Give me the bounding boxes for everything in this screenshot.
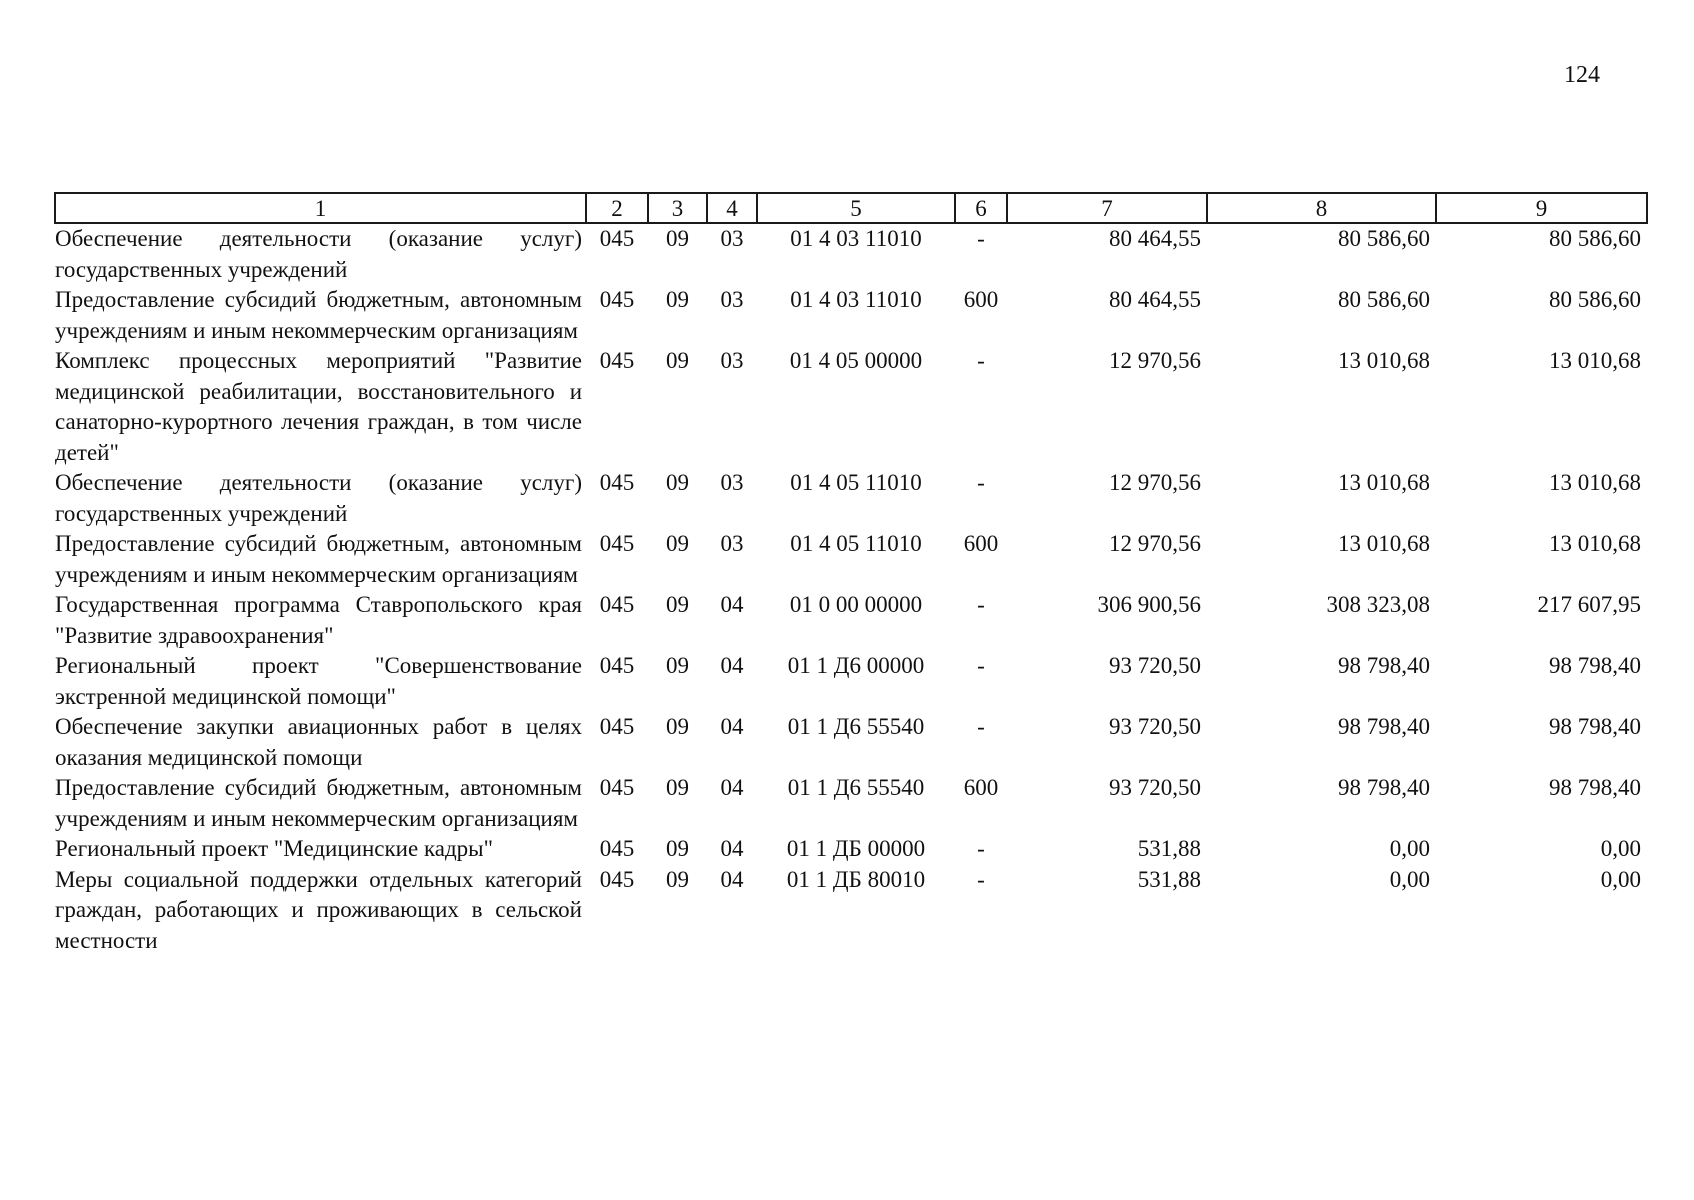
- subsection-code: 03: [720, 348, 744, 373]
- amount-col-8: 80 586,60: [1338, 226, 1430, 251]
- expense-type-code: 600: [963, 287, 999, 312]
- amount-col-9: 13 010,68: [1549, 348, 1641, 373]
- header-col-6: 6: [955, 193, 1007, 223]
- grbs-code: 045: [599, 592, 635, 617]
- header-row: [55, 193, 1647, 223]
- item-name: Государственная программа Ставропольского края "Развитие здравоохранения": [55, 592, 582, 648]
- grbs-code: 045: [599, 775, 635, 800]
- amount-col-9: 98 798,40: [1549, 653, 1641, 678]
- grbs-code: 045: [599, 226, 635, 251]
- amount-col-9: 13 010,68: [1549, 470, 1641, 495]
- expense-type-code: -: [977, 470, 985, 495]
- section-code: 09: [666, 226, 689, 251]
- target-article-code: 01 0 00 00000: [789, 592, 923, 617]
- item-name: Меры социальной поддержки отдельных категорий граждан, работающих и проживающих в сельской местности: [55, 866, 582, 953]
- section-code: 09: [666, 866, 689, 892]
- expense-type-code: -: [977, 226, 985, 251]
- amount-col-7: 93 720,50: [1109, 653, 1201, 678]
- item-name: Региональный проект "Медицинские кадры": [55, 836, 494, 861]
- subsection-code: 04: [720, 836, 744, 861]
- item-name: Предоставление субсидий бюджетным, автономным учреждениям и иным некоммерческим организациям: [55, 531, 582, 587]
- grbs-code: 045: [599, 836, 635, 861]
- amount-col-9: 98 798,40: [1549, 775, 1641, 800]
- item-name: Предоставление субсидий бюджетным, автономным учреждениям и иным некоммерческим организациям: [55, 775, 582, 831]
- table-row: [55, 285, 1647, 346]
- grbs-code: 045: [599, 866, 635, 892]
- amount-col-7: 306 900,56: [1097, 592, 1201, 617]
- subsection-code: 03: [720, 470, 744, 495]
- subsection-code: 04: [720, 592, 744, 617]
- subsection-code: 04: [720, 653, 744, 678]
- target-article-code: 01 4 05 00000: [789, 348, 923, 373]
- grbs-code: 045: [599, 348, 635, 373]
- subsection-code: 03: [720, 287, 744, 312]
- item-name: Предоставление субсидий бюджетным, автономным учреждениям и иным некоммерческим организациям: [55, 287, 582, 343]
- amount-col-9: 217 607,95: [1537, 592, 1641, 617]
- header-col-8: 8: [1207, 193, 1436, 223]
- table-header: [55, 193, 1647, 223]
- expense-type-code: -: [977, 592, 985, 617]
- amount-col-9: 80 586,60: [1549, 287, 1641, 312]
- subsection-code: 04: [720, 866, 744, 892]
- header-col-2: 2: [586, 193, 648, 223]
- amount-col-8: 308 323,08: [1326, 592, 1430, 617]
- section-code: 09: [666, 592, 689, 617]
- grbs-code: 045: [599, 470, 635, 495]
- item-name: Региональный проект "Совершенствование экстренной медицинской помощи": [55, 653, 582, 709]
- amount-col-7: 531,88: [1137, 866, 1201, 892]
- item-name: Обеспечение деятельности (оказание услуг) государственных учреждений: [55, 470, 582, 526]
- table-row: [55, 773, 1647, 834]
- table-row: [55, 651, 1647, 712]
- table-row: [55, 865, 1647, 957]
- amount-col-8: 80 586,60: [1338, 287, 1430, 312]
- table-row: [55, 712, 1647, 773]
- header-col-3: 3: [648, 193, 707, 223]
- amount-col-7: 80 464,55: [1109, 287, 1201, 312]
- header-col-5: 5: [757, 193, 955, 223]
- table-row: [55, 346, 1647, 468]
- expense-type-code: 600: [963, 775, 999, 800]
- section-code: 09: [666, 470, 689, 495]
- target-article-code: 01 4 05 11010: [790, 470, 922, 495]
- table-body: [55, 223, 1647, 956]
- section-code: 09: [666, 653, 689, 678]
- amount-col-8: 0,00: [1389, 866, 1430, 892]
- grbs-code: 045: [599, 531, 635, 556]
- amount-col-9: 80 586,60: [1549, 226, 1641, 251]
- budget-table: [54, 192, 1648, 956]
- amount-col-7: 80 464,55: [1109, 226, 1201, 251]
- amount-col-8: 13 010,68: [1338, 348, 1430, 373]
- table-row: [55, 529, 1647, 590]
- table-row: [55, 468, 1647, 529]
- expense-type-code: -: [977, 866, 985, 892]
- item-name: Комплекс процессных мероприятий "Развитие медицинской реабилитации, восстановительного и санаторно-курортного лечения граждан, в том числе детей": [55, 348, 582, 465]
- amount-col-8: 13 010,68: [1338, 470, 1430, 495]
- page-number: 124: [1564, 62, 1600, 88]
- target-article-code: 01 1 ДБ 80010: [786, 866, 926, 892]
- section-code: 09: [666, 531, 689, 556]
- subsection-code: 03: [720, 226, 744, 251]
- amount-col-8: 0,00: [1389, 836, 1430, 861]
- grbs-code: 045: [599, 653, 635, 678]
- expense-type-code: -: [977, 836, 985, 861]
- amount-col-7: 93 720,50: [1109, 714, 1201, 739]
- target-article-code: 01 1 ДБ 00000: [786, 836, 926, 861]
- target-article-code: 01 4 03 11010: [790, 287, 922, 312]
- target-article-code: 01 1 Д6 55540: [787, 775, 925, 800]
- expense-type-code: -: [977, 653, 985, 678]
- table-row: [55, 590, 1647, 651]
- item-name: Обеспечение закупки авиационных работ в целях оказания медицинской помощи: [55, 714, 582, 770]
- amount-col-8: 98 798,40: [1338, 714, 1430, 739]
- target-article-code: 01 4 03 11010: [790, 226, 922, 251]
- target-article-code: 01 1 Д6 55540: [787, 714, 925, 739]
- header-col-4: 4: [707, 193, 757, 223]
- header-col-7: 7: [1007, 193, 1207, 223]
- expense-type-code: -: [977, 348, 985, 373]
- grbs-code: 045: [599, 714, 635, 739]
- subsection-code: 03: [720, 531, 744, 556]
- section-code: 09: [666, 348, 689, 373]
- section-code: 09: [666, 836, 689, 861]
- target-article-code: 01 1 Д6 00000: [787, 653, 925, 678]
- expense-type-code: 600: [963, 531, 999, 556]
- amount-col-9: 0,00: [1600, 836, 1641, 861]
- amount-col-7: 12 970,56: [1109, 348, 1201, 373]
- amount-col-7: 12 970,56: [1109, 531, 1201, 556]
- amount-col-8: 98 798,40: [1338, 653, 1430, 678]
- amount-col-9: 13 010,68: [1549, 531, 1641, 556]
- expense-type-code: -: [977, 714, 985, 739]
- amount-col-8: 98 798,40: [1338, 775, 1430, 800]
- table-row: [55, 223, 1647, 285]
- grbs-code: 045: [599, 287, 635, 312]
- header-col-1: 1: [55, 193, 586, 223]
- amount-col-9: 0,00: [1600, 866, 1641, 892]
- target-article-code: 01 4 05 11010: [790, 531, 922, 556]
- amount-col-9: 98 798,40: [1549, 714, 1641, 739]
- section-code: 09: [666, 287, 689, 312]
- item-name: Обеспечение деятельности (оказание услуг) государственных учреждений: [55, 226, 582, 282]
- subsection-code: 04: [720, 775, 744, 800]
- header-col-9: 9: [1436, 193, 1647, 223]
- table-row: [55, 834, 1647, 865]
- amount-col-8: 13 010,68: [1338, 531, 1430, 556]
- amount-col-7: 12 970,56: [1109, 470, 1201, 495]
- amount-col-7: 93 720,50: [1109, 775, 1201, 800]
- section-code: 09: [666, 775, 689, 800]
- subsection-code: 04: [720, 714, 744, 739]
- section-code: 09: [666, 714, 689, 739]
- amount-col-7: 531,88: [1137, 836, 1201, 861]
